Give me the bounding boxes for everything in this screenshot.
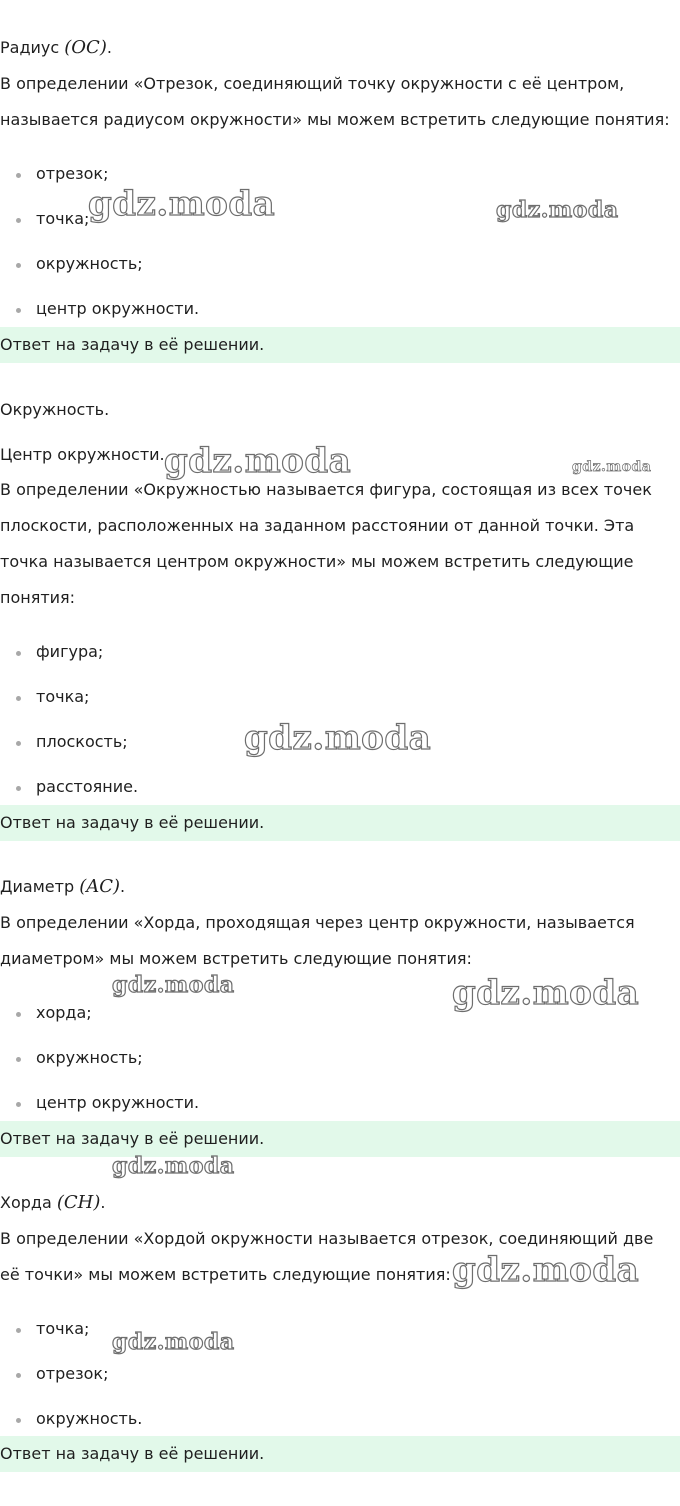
watermark-logo: gdz.moda: [244, 718, 432, 758]
watermark-logo: gdz.moda: [572, 459, 652, 475]
bullet-icon: [16, 786, 21, 791]
list-item: окружность;: [36, 254, 143, 273]
bullet-icon: [16, 173, 21, 178]
bullet-icon: [16, 696, 21, 701]
bullet-icon: [16, 741, 21, 746]
watermark-logo: gdz.moda: [112, 1153, 235, 1179]
watermark-logo: gdz.moda: [452, 973, 640, 1013]
list-item: точка;: [36, 1319, 90, 1338]
list-item: точка;: [36, 209, 90, 228]
list-item: точка;: [36, 687, 90, 706]
definition-text: В определении «Окружностью называется фигура, состоящая из всех точек: [0, 480, 652, 499]
bullet-icon: [16, 263, 21, 268]
answer-banner: Ответ на задачу в её решении.: [0, 1436, 680, 1472]
bullet-icon: [16, 1373, 21, 1378]
definition-text: В определении «Хорда, проходящая через центр окружности, называется: [0, 913, 635, 932]
answer-banner: Ответ на задачу в её решении.: [0, 805, 680, 841]
section-subtitle-center: Центр окружности.: [0, 445, 165, 464]
answer-banner: Ответ на задачу в её решении.: [0, 327, 680, 363]
watermark-logo: gdz.moda: [112, 1329, 235, 1355]
watermark-logo: gdz.moda: [164, 441, 352, 481]
definition-text: диаметром» мы можем встретить следующие понятия:: [0, 949, 472, 968]
definition-text: точка называется центром окружности» мы можем встретить следующие: [0, 552, 634, 571]
section-title-chord: Хорда (CH).: [0, 1192, 106, 1213]
bullet-icon: [16, 651, 21, 656]
bullet-icon: [16, 1102, 21, 1107]
definition-text: В определении «Отрезок, соединяющий точку окружности с её центром,: [0, 74, 625, 93]
bullet-icon: [16, 308, 21, 313]
definition-text: её точки» мы можем встретить следующие понятия:: [0, 1265, 451, 1284]
section-title-diameter: Диаметр (AC).: [0, 876, 126, 897]
definition-text: понятия:: [0, 588, 76, 607]
section-title-radius: Радиус (OC).: [0, 37, 112, 58]
watermark-logo: gdz.moda: [112, 972, 235, 998]
bullet-icon: [16, 1418, 21, 1423]
definition-text: В определении «Хордой окружности называется отрезок, соединяющий две: [0, 1229, 654, 1248]
bullet-icon: [16, 1328, 21, 1333]
list-item: отрезок;: [36, 1364, 109, 1383]
list-item: центр окружности.: [36, 299, 200, 318]
bullet-icon: [16, 1057, 21, 1062]
definition-text: плоскости, расположенных на заданном расстоянии от данной точки. Эта: [0, 516, 635, 535]
list-item: окружность;: [36, 1048, 143, 1067]
list-item: плоскость;: [36, 732, 128, 751]
section-title-circle: Окружность.: [0, 400, 110, 419]
list-item: расстояние.: [36, 777, 139, 796]
list-item: окружность.: [36, 1409, 143, 1428]
bullet-icon: [16, 218, 21, 223]
watermark-logo: gdz.moda: [88, 184, 276, 224]
watermark-logo: gdz.moda: [452, 1250, 640, 1290]
list-item: центр окружности.: [36, 1093, 200, 1112]
definition-text: называется радиусом окружности» мы можем встретить следующие понятия:: [0, 110, 670, 129]
list-item: фигура;: [36, 642, 104, 661]
bullet-icon: [16, 1012, 21, 1017]
list-item: хорда;: [36, 1003, 92, 1022]
answer-banner: Ответ на задачу в её решении.: [0, 1121, 680, 1157]
list-item: отрезок;: [36, 164, 109, 183]
watermark-logo: gdz.moda: [496, 197, 619, 223]
